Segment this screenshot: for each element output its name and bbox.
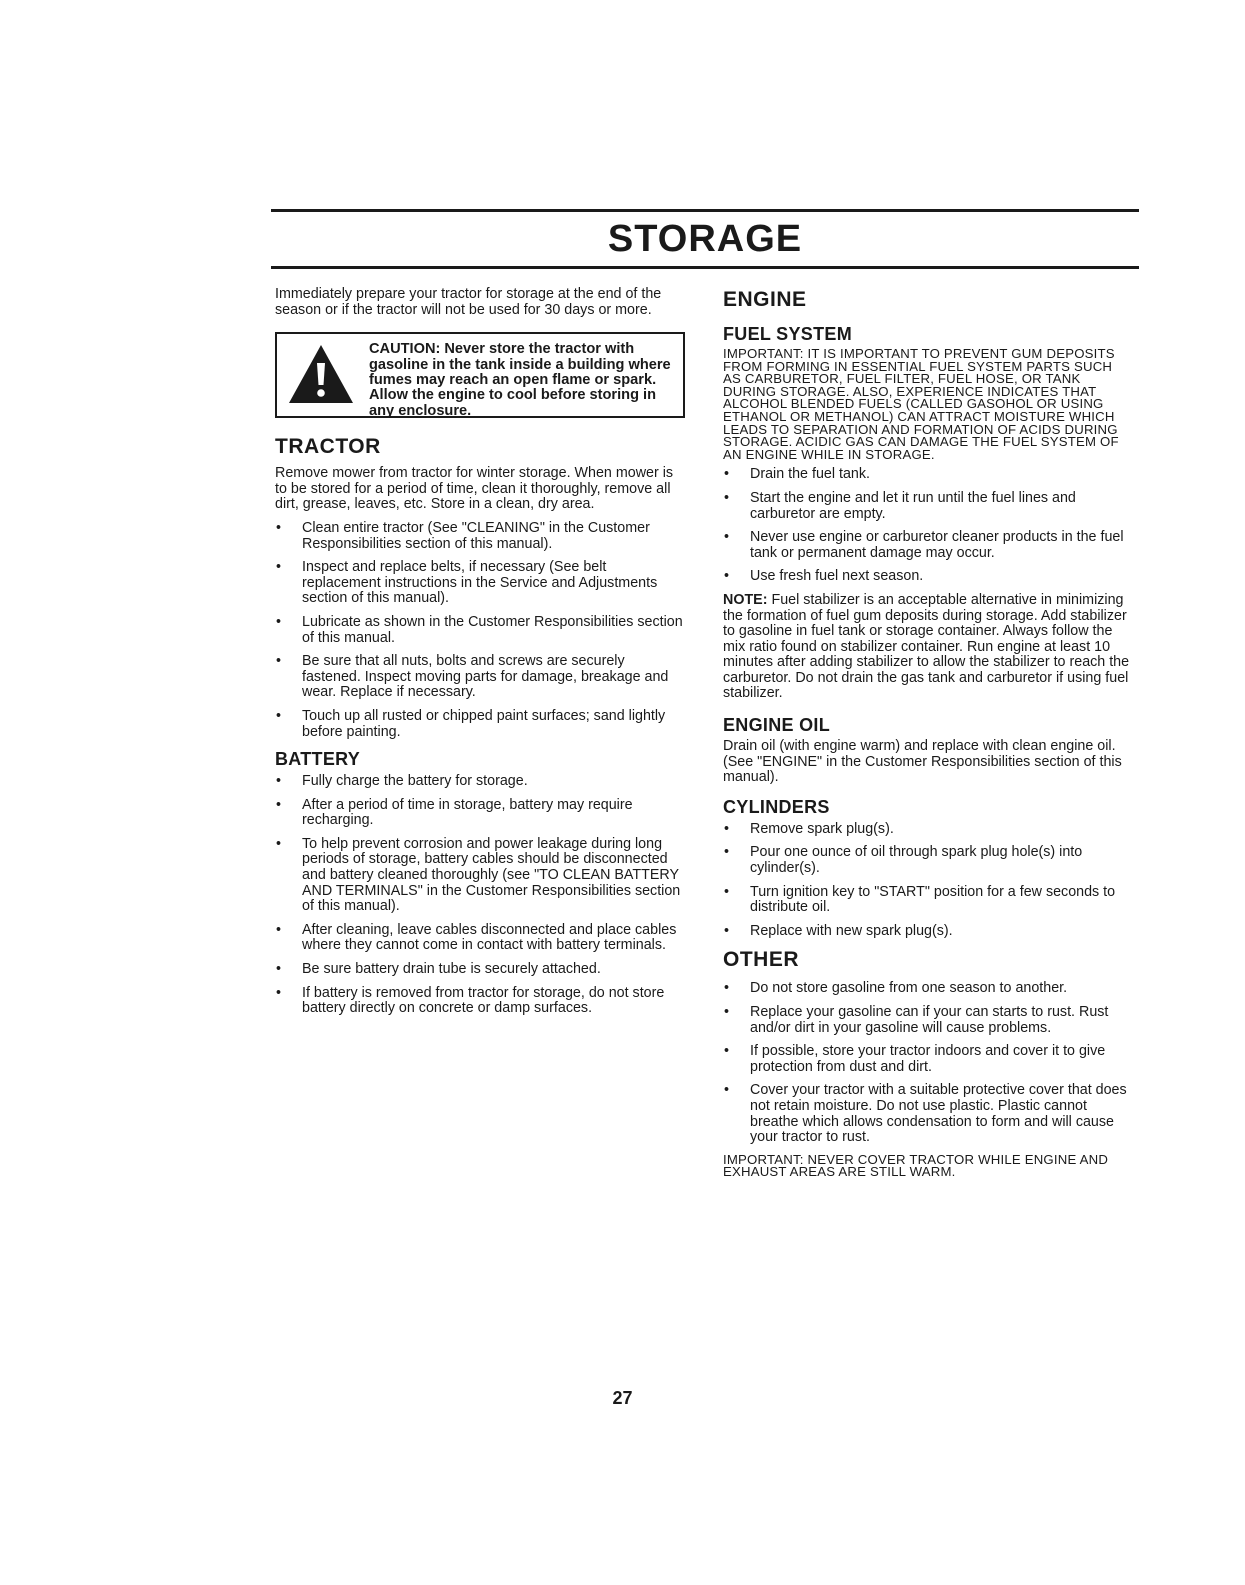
list-item: • Drain the fuel tank.: [723, 467, 1133, 483]
engine-heading: ENGINE: [723, 288, 807, 311]
top-rule: [271, 209, 1139, 212]
list-item: • Inspect and replace belts, if necessary (See belt replacement instructions in the Service and Adjustments section of this manual).: [275, 560, 685, 607]
list-item: • Be sure that all nuts, bolts and screws are securely fastened. Inspect moving parts for damage, breakage and wear. Replace if necessary.: [275, 654, 685, 701]
page-number: 27: [612, 1388, 633, 1408]
engine-oil-heading: ENGINE OIL: [723, 715, 831, 736]
list-item: • After cleaning, leave cables disconnected and place cables where they cannot come in contact with battery terminals.: [275, 923, 685, 954]
other-list: [723, 981, 1133, 1145]
fuel-important-text: IMPORTANT: IT IS IMPORTANT TO PREVENT GUM DEPOSITS FROM FORMING IN ESSENTIAL FUEL SYSTEM PARTS SUCH AS CARBURETOR, FUEL FILTER, FUEL HOSE, OR TANK DURING STORAGE. ALSO, EXPERIENCE INDICATES THAT ALCOHOL BLENDED FUELS (CALLED GASOHOL OR USING ETHANOL OR METHANOL) CAN ATTRACT MOISTURE WHICH LEADS TO SEPARATION AND FORMATION OF ACIDS DURING STORAGE. ACIDIC GAS CAN DAMAGE THE FUEL SYSTEM OF AN ENGINE WHILE IN STORAGE.: [723, 346, 1119, 462]
battery-list: [275, 774, 685, 1017]
other-heading: OTHER: [723, 948, 799, 972]
tractor-paragraph: Remove mower from tractor for winter storage. When mower is to be stored for a period of time, clean it thoroughly, remove all dirt, grease, leaves, etc. Store in a clean, dry area.: [275, 465, 674, 513]
list-item: • Fully charge the battery for storage.: [275, 774, 685, 790]
engine-oil-text: Drain oil (with engine warm) and replace with clean engine oil. (See "ENGINE" in the Customer Responsibilities section of this manual).: [723, 738, 1122, 786]
list-item: • After a period of time in storage, battery may require recharging.: [275, 798, 685, 829]
note-label: NOTE:: [723, 591, 768, 608]
list-item: • Pour one ounce of oil through spark plug hole(s) into cylinder(s).: [723, 845, 1133, 876]
list-item: • Cover your tractor with a suitable protective cover that does not retain moisture. Do not use plastic. Plastic cannot breathe which allows condensation to form and will cause your tractor to rust.: [723, 1083, 1133, 1145]
list-item: • If battery is removed from tractor for storage, do not store battery directly on concrete or damp surfaces.: [275, 986, 685, 1017]
cylinders-heading: CYLINDERS: [723, 796, 830, 817]
list-item: • To help prevent corrosion and power leakage during long periods of storage, battery cables should be disconnected and battery cleaned thoroughly (see "TO CLEAN BATTERY AND TERMINALS" in the Customer Responsibilities section of this manual).: [275, 837, 685, 915]
page-title: STORAGE: [607, 218, 803, 260]
tractor-heading: TRACTOR: [275, 435, 381, 459]
note-text: Fuel stabilizer is an acceptable alternative in minimizing the formation of fuel gum deposits during storage. Add stabilizer to gasoline in fuel tank or storage container. Always follow the mix ratio found on stabilizer container. Run engine at least 10 minutes after adding stabilizer to allow the stabilizer to reach the carburetor. Do not drain the gas tank and carburetor if using fuel stabilizer.: [723, 591, 1130, 702]
list-item: • Do not store gasoline from one season to another.: [723, 981, 1133, 997]
list-item: • Remove spark plug(s).: [723, 822, 1133, 838]
list-item: • Touch up all rusted or chipped paint surfaces; sand lightly before painting.: [275, 709, 685, 740]
list-item: • Turn ignition key to "START" position for a few seconds to distribute oil.: [723, 885, 1133, 916]
tractor-list: [275, 521, 685, 740]
intro-paragraph: Immediately prepare your tractor for storage at the end of the season or if the tractor will not be used for 30 days or more.: [275, 286, 662, 318]
list-item: • Use fresh fuel next season.: [723, 569, 1133, 585]
cylinders-list: [723, 822, 1133, 940]
title-underline: [271, 266, 1139, 269]
list-item: • Replace with new spark plug(s).: [723, 924, 1133, 940]
left-column: [275, 287, 685, 1025]
list-item: • Never use engine or carburetor cleaner products in the fuel tank or permanent damage may occur.: [723, 530, 1133, 561]
fuel-list: [723, 467, 1133, 585]
battery-heading: BATTERY: [275, 749, 361, 770]
list-item: • If possible, store your tractor indoors and cover it to give protection from dust and dirt.: [723, 1044, 1133, 1075]
list-item: • Be sure battery drain tube is securely attached.: [275, 962, 685, 978]
list-item: • Start the engine and let it run until the fuel lines and carburetor are empty.: [723, 491, 1133, 522]
list-item: • Lubricate as shown in the Customer Responsibilities section of this manual.: [275, 615, 685, 646]
list-item: • Clean entire tractor (See "CLEANING" in the Customer Responsibilities section of this manual).: [275, 521, 685, 552]
list-item: • Replace your gasoline can if your can starts to rust. Rust and/or dirt in your gasoline will cause problems.: [723, 1005, 1133, 1036]
warning-triangle-icon: [287, 343, 355, 405]
caution-text: CAUTION: Never store the tractor with gasoline in the tank inside a building where fumes may reach an open flame or spark. Allow the engine to cool before storing in any enclosure.: [369, 341, 671, 419]
fuel-system-heading: FUEL SYSTEM: [723, 324, 852, 344]
other-important-text: IMPORTANT: NEVER COVER TRACTOR WHILE ENGINE AND EXHAUST AREAS ARE STILL WARM.: [723, 1151, 1109, 1180]
caution-box: [275, 332, 685, 418]
note-paragraph: [723, 593, 1133, 702]
right-column: [723, 287, 1133, 1189]
